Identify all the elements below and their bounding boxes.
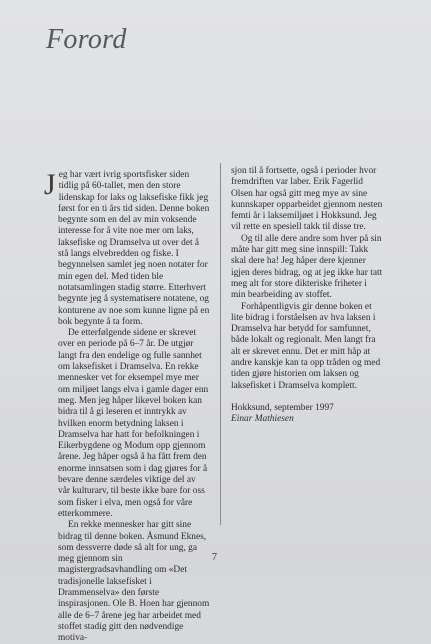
dropcap: J [44, 168, 56, 201]
page-title: Forord [46, 24, 127, 55]
paragraph-2: De etterfølgende sidene er skrevet over en periode på 6–7 år. De utgjør langt fra den endelige og fulle sannhet om laksefisket i Dramselva. En rekke mennesker vet for eksempel mye mer om miljøet langs elva i gamle dager enn meg. Men jeg håper likevel boken kan bidra til å gi leseren et inntrykk av hvilken enorm betydning laksen i Dramselva har hatt for befolkningen i Eikerbygdene og Modum opp gjennom årene. Jeg håper også å ha fått frem den enorme innsatsen som i dag gjøres for å bevare denne særdeles viktige del av vår kulturarv, til beste ikke bare for oss som fisker i elva, men også for våre etterkommere. [58, 328, 209, 519]
right-column [231, 166, 383, 426]
author-name: Einar Mathiesen [231, 414, 294, 425]
column-divider [220, 163, 221, 525]
paragraph-5: Og til alle dere andre som hver på sin måte har gitt meg sine innspill: Takk skal dere ha! Jeg håper dere kjenner igjen deres bidrag, og at jeg ikke har tatt meg alt for store dikteriske friheter i min bearbeiding av stoffet. [231, 233, 383, 301]
page-number: 7 [212, 552, 217, 563]
paragraph-3: En rekke mennesker har gitt sine bidrag til denne boken. Åsmund Eknes, som dessverre døde så alt for ung, ga meg gjennom sin magistergradsavhandling om «Det tradisjonelle laksefisket i Drammenselva» den første inspirasjonen. Ole B. Hoen har gjennom alle de 6–7 årene jeg har arbeidet med stoffet stadig gitt den nødvendige motiva- [58, 520, 210, 644]
paragraph-4: sjon til å fortsette, også i perioder hvor fremdriften var laber. Erik Fagerlid Olsen har også gitt meg mye av sine kunnskaper opparbeidet gjennom nesten femti år i laksemiljøet i Hokksund. Jeg vil rette en spesiell takk til disse tre. [231, 166, 383, 233]
place-date: Hokksund, september 1997 [231, 402, 334, 413]
left-column [44, 168, 210, 644]
spacer [231, 392, 383, 403]
paragraph-1 [44, 168, 210, 328]
paragraph-6: Forhåpentligvis gir denne boken et lite bidrag i forståelsen av hva laksen i Dramselva har betydd for samfunnet, både lokalt og regionalt. Men langt fra alt er skrevet ennu. Det er mitt håp at andre kanskje kan ta opp tråden og med tiden gjøre historien om laksen og laksefisket i Dramselva komplett. [231, 301, 381, 391]
paragraph-1-text: eg har vært ivrig sportsfisker siden tidlig på 60-tallet, men den store lidenskap for laks og laksefiske fikk jeg først for en ti års tid siden. Denne boken begynte som en del av min voksende interesse for å vite noe mer om laks, laksefiske og Dramselva ut over det å stå langs elvebredden og fiske. I begynnelsen samlet jeg noen notater for min egen del. Med tiden ble notatsamlingen stadig større. Etterhvert begynte jeg å systematisere notatene, og konturene av noe som kunne ligne på en bok begynte å ta form. [58, 170, 210, 327]
